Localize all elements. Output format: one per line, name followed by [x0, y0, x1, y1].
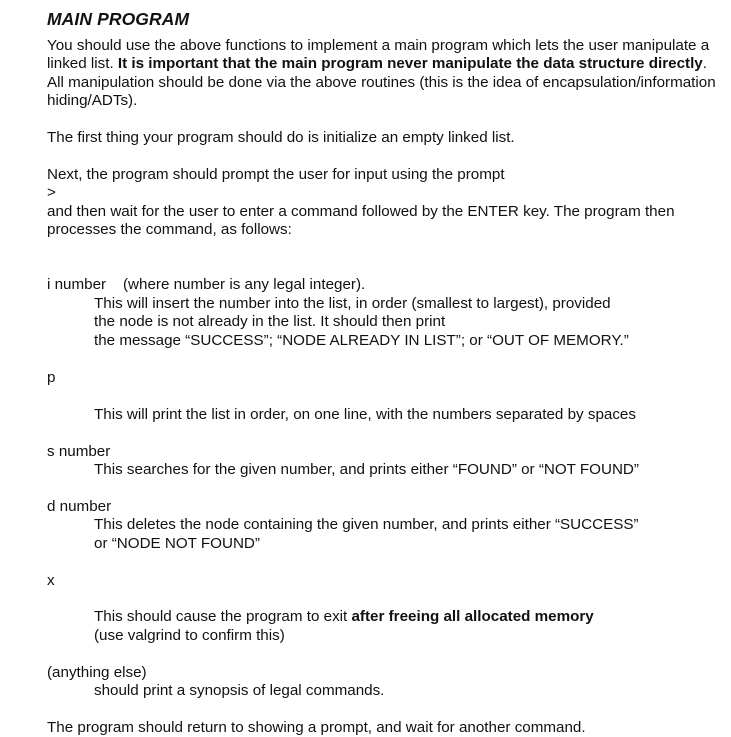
command-delete-line-2: or “NODE NOT FOUND” — [94, 534, 260, 552]
command-other-line-1: should print a synopsis of legal commands. — [94, 682, 385, 700]
intro-text-2: . All manipulation should be done via the above routines (this is the idea of encapsulation/information hiding/ADTs). — [47, 55, 716, 110]
command-print-head: p — [47, 369, 56, 387]
command-insert — [47, 276, 717, 350]
command-print — [47, 369, 717, 424]
section-title: MAIN PROGRAM — [47, 9, 190, 29]
intro-bold-text: It is important that the main program never manipulate the data structure directly — [117, 55, 703, 73]
command-search-head: s number — [47, 442, 111, 460]
closing-paragraph: The program should return to showing a prompt, and wait for another command. — [47, 718, 586, 736]
document-page — [47, 9, 717, 737]
command-insert-line-2: the node is not already in the list. It should then print — [94, 313, 446, 331]
command-exit-line-2: (use valgrind to confirm this) — [94, 626, 285, 644]
command-search — [47, 443, 717, 480]
command-exit-line-1 — [47, 608, 717, 626]
command-exit-line-1-bold: after freeing all allocated memory — [351, 608, 594, 626]
intro-paragraph — [47, 37, 717, 111]
command-exit-line-1-text: This should cause the program to exit — [94, 608, 352, 626]
command-other-head: (anything else) — [47, 663, 147, 681]
next-prompt-line: Next, the program should prompt the user for input using the prompt — [47, 165, 505, 183]
command-other — [47, 664, 717, 701]
wait-paragraph: and then wait for the user to enter a command followed by the ENTER key. The program then processes the command, as follows: — [47, 202, 675, 239]
command-exit — [47, 572, 717, 645]
command-insert-line-3: the message “SUCCESS”; “NODE ALREADY IN LIST”; or “OUT OF MEMORY.” — [94, 331, 629, 349]
command-delete — [47, 498, 717, 553]
intro-text-1: You should use the above functions to implement a main program which lets the user manipulate a linked list. — [47, 37, 710, 73]
command-insert-line-1: This will insert the number into the list, in order (smallest to largest), provided — [94, 294, 611, 312]
command-insert-head: i number (where number is any legal integer). — [47, 276, 366, 294]
command-delete-head: d number — [47, 497, 112, 515]
command-delete-line-1: This deletes the node containing the given number, and prints either “SUCCESS” — [94, 516, 639, 534]
command-print-line-1: This will print the list in order, on one line, with the numbers separated by spaces — [94, 405, 636, 423]
prompt-symbol: > — [47, 184, 56, 202]
command-exit-head: x — [47, 572, 55, 590]
first-thing-paragraph: The first thing your program should do is initialize an empty linked list. — [47, 129, 515, 147]
command-search-line-1: This searches for the given number, and prints either “FOUND” or “NOT FOUND” — [94, 461, 639, 479]
